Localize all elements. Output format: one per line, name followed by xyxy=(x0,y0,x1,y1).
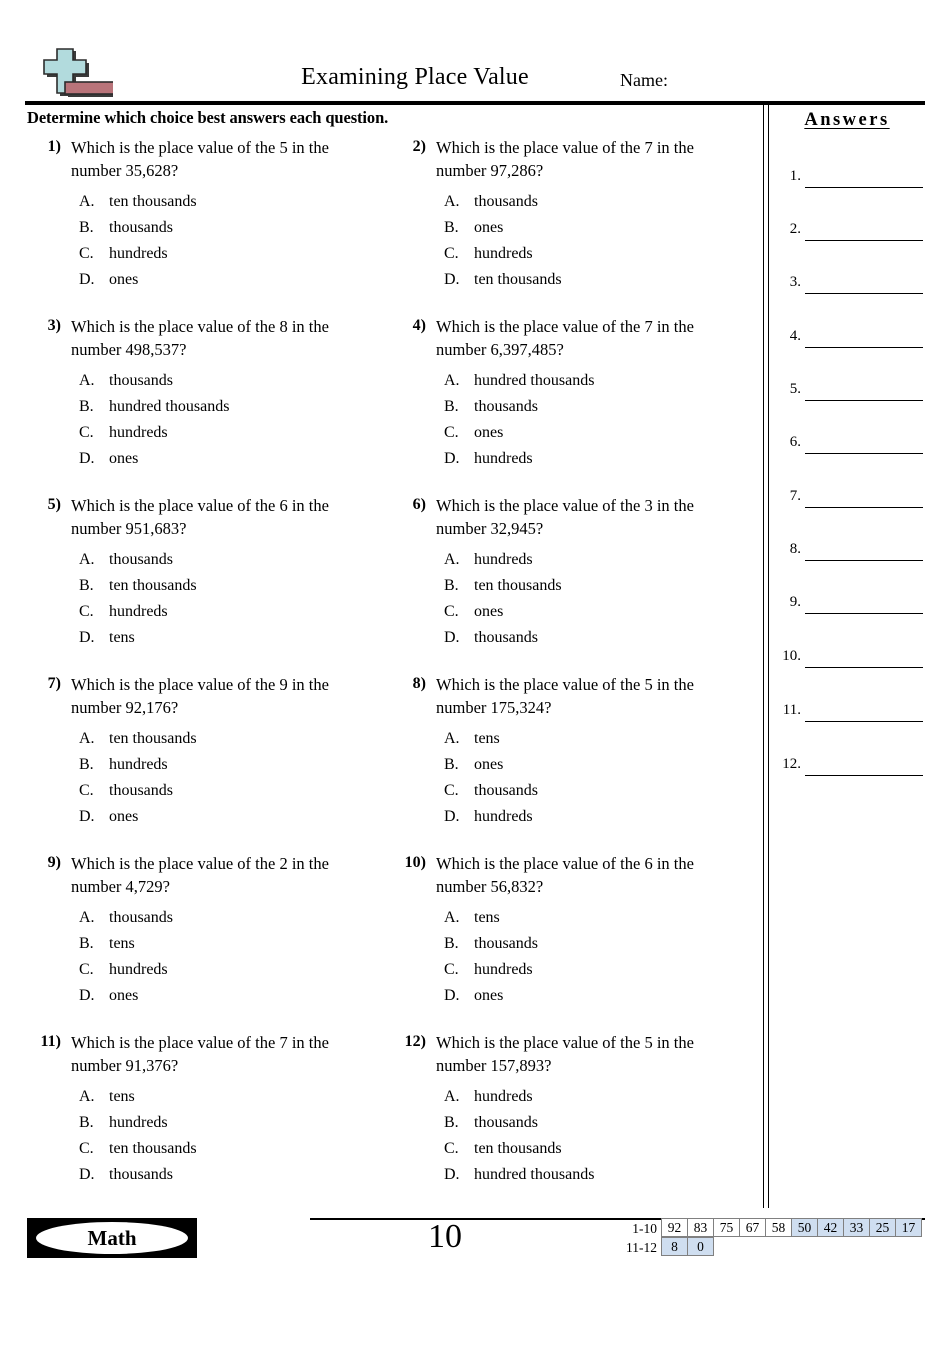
choice-list xyxy=(71,1084,377,1188)
choice-list xyxy=(71,726,377,830)
answer-number: 11. xyxy=(782,702,801,718)
question-number: 8) xyxy=(412,675,426,692)
choice-text: ten thousands xyxy=(474,271,562,288)
choice-text: ten thousands xyxy=(109,1140,197,1157)
choice-option[interactable] xyxy=(436,625,742,651)
choice-option[interactable] xyxy=(436,1162,742,1188)
question-item-6 xyxy=(392,494,742,651)
choice-option[interactable] xyxy=(436,905,742,931)
choice-list xyxy=(436,189,742,293)
page-number: 10 xyxy=(428,1218,462,1255)
choice-text: thousands xyxy=(109,551,173,568)
choice-text: thousands xyxy=(109,782,173,799)
choice-text: thousands xyxy=(109,1166,173,1183)
choice-option[interactable] xyxy=(436,189,742,215)
choice-list xyxy=(436,368,742,472)
answer-slot-11[interactable] xyxy=(769,702,925,732)
choice-list xyxy=(436,726,742,830)
choice-letter: D. xyxy=(444,271,460,288)
choice-option[interactable] xyxy=(71,368,377,394)
score-cell: 25 xyxy=(869,1218,896,1237)
choice-letter: B. xyxy=(79,935,94,952)
choice-letter: D. xyxy=(444,808,460,825)
choice-list xyxy=(436,547,742,651)
choice-letter: C. xyxy=(444,961,459,978)
subject-label: Math xyxy=(87,1226,137,1250)
choice-text: thousands xyxy=(474,193,538,210)
question-row xyxy=(27,494,747,673)
question-number: 12) xyxy=(404,1033,426,1050)
score-row-label: 1-10 xyxy=(632,1221,657,1236)
choice-option[interactable] xyxy=(71,905,377,931)
score-cell: 83 xyxy=(687,1218,714,1237)
choice-letter: D. xyxy=(79,808,95,825)
answer-slot-12[interactable] xyxy=(769,756,925,786)
score-cell: 67 xyxy=(739,1218,766,1237)
choice-letter: A. xyxy=(444,730,460,747)
question-text: Which is the place value of the 2 in the number 4,729? xyxy=(71,854,329,896)
score-cell: 92 xyxy=(661,1218,688,1237)
answer-number: 1. xyxy=(789,168,801,184)
choice-option[interactable] xyxy=(71,625,377,651)
choice-letter: A. xyxy=(79,909,95,926)
choice-letter: A. xyxy=(444,193,460,210)
question-item-3 xyxy=(27,315,377,472)
choice-text: thousands xyxy=(109,219,173,236)
choice-letter: C. xyxy=(444,424,459,441)
worksheet-header xyxy=(25,44,925,100)
choice-letter: D. xyxy=(79,987,95,1004)
choice-option[interactable] xyxy=(436,394,742,420)
choice-list xyxy=(71,189,377,293)
question-number: 9) xyxy=(47,854,61,871)
answer-number: 3. xyxy=(789,274,801,290)
choice-list xyxy=(71,547,377,651)
question-row xyxy=(27,673,747,852)
answer-number: 2. xyxy=(789,221,801,237)
question-number: 4) xyxy=(412,317,426,334)
choice-option[interactable] xyxy=(71,726,377,752)
choice-text: thousands xyxy=(474,1114,538,1131)
choice-letter: B. xyxy=(79,398,94,415)
question-text: Which is the place value of the 5 in the number 175,324? xyxy=(436,675,694,717)
question-text: Which is the place value of the 6 in the number 951,683? xyxy=(71,496,329,538)
question-row xyxy=(27,136,747,315)
answer-number: 8. xyxy=(789,541,801,557)
choice-text: ten thousands xyxy=(474,1140,562,1157)
choice-letter: B. xyxy=(79,577,94,594)
question-item-5 xyxy=(27,494,377,651)
name-label: Name: xyxy=(620,70,668,90)
choice-letter: B. xyxy=(79,1114,94,1131)
question-item-8 xyxy=(392,673,742,830)
score-cell: 33 xyxy=(843,1218,870,1237)
choice-option[interactable] xyxy=(436,983,742,1009)
answer-write-line[interactable] xyxy=(805,347,923,348)
choice-text: hundreds xyxy=(474,808,533,825)
choice-option[interactable] xyxy=(71,420,377,446)
choice-list xyxy=(436,905,742,1009)
choice-text: hundreds xyxy=(474,1088,533,1105)
choice-letter: B. xyxy=(444,577,459,594)
choice-text: hundreds xyxy=(474,450,533,467)
choice-option[interactable] xyxy=(436,215,742,241)
choice-letter: D. xyxy=(444,450,460,467)
answer-write-line[interactable] xyxy=(805,721,923,722)
answer-number: 10. xyxy=(782,648,801,664)
choice-text: hundreds xyxy=(109,1114,168,1131)
score-cell: 50 xyxy=(791,1218,818,1237)
choice-text: ones xyxy=(474,424,504,441)
choice-option[interactable] xyxy=(71,394,377,420)
choice-letter: C. xyxy=(444,245,459,262)
choice-letter: B. xyxy=(444,1114,459,1131)
choice-letter: C. xyxy=(79,961,94,978)
choice-letter: B. xyxy=(79,219,94,236)
answer-number: 7. xyxy=(789,488,801,504)
subject-badge xyxy=(27,1218,197,1258)
question-row xyxy=(27,852,747,1031)
choice-text: hundreds xyxy=(109,756,168,773)
choice-option[interactable] xyxy=(436,573,742,599)
choice-option[interactable] xyxy=(71,573,377,599)
question-number: 2) xyxy=(412,138,426,155)
question-text: Which is the place value of the 8 in the number 498,537? xyxy=(71,317,329,359)
score-row-1-10 xyxy=(614,1219,922,1238)
choice-option[interactable] xyxy=(71,983,377,1009)
answer-slot-6[interactable] xyxy=(769,434,925,464)
choice-option[interactable] xyxy=(436,931,742,957)
question-item-1 xyxy=(27,136,377,293)
question-text: Which is the place value of the 9 in the number 92,176? xyxy=(71,675,329,717)
choice-letter: D. xyxy=(79,271,95,288)
score-cell: 42 xyxy=(817,1218,844,1237)
choice-option[interactable] xyxy=(436,599,742,625)
instructions-text: Determine which choice best answers each question. xyxy=(27,108,389,127)
question-text: Which is the place value of the 7 in the number 97,286? xyxy=(436,138,694,180)
answer-slot-4[interactable] xyxy=(769,328,925,358)
choice-option[interactable] xyxy=(71,1110,377,1136)
choice-text: thousands xyxy=(109,372,173,389)
choice-text: tens xyxy=(109,935,135,952)
plus-block-logo-icon xyxy=(25,48,113,100)
score-cell: 58 xyxy=(765,1218,792,1237)
question-number: 11) xyxy=(40,1033,61,1050)
answer-write-line[interactable] xyxy=(805,240,923,241)
choice-text: ones xyxy=(474,756,504,773)
choice-letter: B. xyxy=(444,219,459,236)
choice-letter: B. xyxy=(79,756,94,773)
choice-text: hundreds xyxy=(109,424,168,441)
choice-text: ones xyxy=(474,987,504,1004)
choice-option[interactable] xyxy=(71,1136,377,1162)
choice-option[interactable] xyxy=(436,726,742,752)
choice-option[interactable] xyxy=(71,1162,377,1188)
choice-option[interactable] xyxy=(71,446,377,472)
choice-text: ten thousands xyxy=(109,193,197,210)
choice-letter: D. xyxy=(444,629,460,646)
choice-letter: A. xyxy=(444,909,460,926)
choice-option[interactable] xyxy=(436,957,742,983)
choice-option[interactable] xyxy=(436,368,742,394)
answer-slot-10[interactable] xyxy=(769,648,925,678)
choice-text: ten thousands xyxy=(109,730,197,747)
answer-number: 6. xyxy=(789,434,801,450)
choice-text: thousands xyxy=(474,629,538,646)
choice-letter: B. xyxy=(444,756,459,773)
answer-write-line[interactable] xyxy=(805,613,923,614)
answer-number: 12. xyxy=(782,756,801,772)
choice-letter: B. xyxy=(444,398,459,415)
score-row-11-12 xyxy=(614,1238,922,1257)
choice-option[interactable] xyxy=(71,1084,377,1110)
choice-text: hundreds xyxy=(474,245,533,262)
choice-text: thousands xyxy=(474,782,538,799)
answer-write-line[interactable] xyxy=(805,667,923,668)
answers-heading: Answers xyxy=(804,110,890,130)
question-text: Which is the place value of the 7 in the number 91,376? xyxy=(71,1033,329,1075)
choice-option[interactable] xyxy=(436,778,742,804)
choice-text: hundred thousands xyxy=(474,372,595,389)
choice-letter: A. xyxy=(79,1088,95,1105)
choice-list xyxy=(436,1084,742,1188)
question-item-12 xyxy=(392,1031,742,1188)
score-cell: 0 xyxy=(687,1237,714,1256)
choice-letter: D. xyxy=(79,629,95,646)
choice-list xyxy=(71,905,377,1009)
choice-option[interactable] xyxy=(71,215,377,241)
choice-text: ones xyxy=(474,219,504,236)
choice-letter: C. xyxy=(79,782,94,799)
choice-option[interactable] xyxy=(71,957,377,983)
choice-letter: A. xyxy=(79,730,95,747)
choice-option[interactable] xyxy=(436,1110,742,1136)
question-number: 1) xyxy=(47,138,61,155)
choice-letter: D. xyxy=(79,1166,95,1183)
choice-text: hundreds xyxy=(474,961,533,978)
answer-slot-7[interactable] xyxy=(769,488,925,518)
choice-text: hundreds xyxy=(109,603,168,620)
score-key-table xyxy=(614,1219,922,1257)
answer-slot-1[interactable] xyxy=(769,168,925,198)
answer-number: 5. xyxy=(789,381,801,397)
question-row xyxy=(27,315,747,494)
choice-text: ones xyxy=(109,450,139,467)
answer-write-line[interactable] xyxy=(805,293,923,294)
answers-panel xyxy=(769,104,925,1208)
answer-number: 4. xyxy=(789,328,801,344)
choice-option[interactable] xyxy=(436,1136,742,1162)
choice-letter: A. xyxy=(444,372,460,389)
choice-letter: C. xyxy=(79,1140,94,1157)
choice-letter: C. xyxy=(444,782,459,799)
score-row-label: 11-12 xyxy=(626,1240,657,1255)
choice-option[interactable] xyxy=(436,446,742,472)
answer-write-line[interactable] xyxy=(805,453,923,454)
answer-number: 9. xyxy=(789,594,801,610)
score-cell: 8 xyxy=(661,1237,688,1256)
choice-option[interactable] xyxy=(71,931,377,957)
choice-option[interactable] xyxy=(71,189,377,215)
choice-text: ten thousands xyxy=(474,577,562,594)
choice-option[interactable] xyxy=(71,267,377,293)
answer-write-line[interactable] xyxy=(805,507,923,508)
choice-text: tens xyxy=(109,629,135,646)
choice-option[interactable] xyxy=(436,752,742,778)
choice-text: hundreds xyxy=(109,245,168,262)
choice-text: hundreds xyxy=(474,551,533,568)
question-text: Which is the place value of the 3 in the number 32,945? xyxy=(436,496,694,538)
choice-letter: A. xyxy=(444,551,460,568)
question-number: 3) xyxy=(47,317,61,334)
question-number: 5) xyxy=(47,496,61,513)
choice-option[interactable] xyxy=(71,752,377,778)
choice-option[interactable] xyxy=(436,267,742,293)
question-item-7 xyxy=(27,673,377,830)
choice-text: thousands xyxy=(474,398,538,415)
answer-write-line[interactable] xyxy=(805,187,923,188)
answer-slot-8[interactable] xyxy=(769,541,925,571)
choice-text: tens xyxy=(109,1088,135,1105)
choice-letter: B. xyxy=(444,935,459,952)
question-number: 6) xyxy=(412,496,426,513)
question-item-2 xyxy=(392,136,742,293)
question-number: 7) xyxy=(47,675,61,692)
choice-letter: C. xyxy=(79,424,94,441)
choice-letter: D. xyxy=(444,1166,460,1183)
score-cell: 75 xyxy=(713,1218,740,1237)
answer-write-line[interactable] xyxy=(805,400,923,401)
choice-text: hundreds xyxy=(109,961,168,978)
choice-text: ones xyxy=(109,808,139,825)
question-item-10 xyxy=(392,852,742,1009)
score-cell: 17 xyxy=(895,1218,922,1237)
answer-write-line[interactable] xyxy=(805,560,923,561)
choice-text: hundred thousands xyxy=(474,1166,595,1183)
choice-option[interactable] xyxy=(436,804,742,830)
question-text: Which is the place value of the 6 in the number 56,832? xyxy=(436,854,694,896)
choice-text: hundred thousands xyxy=(109,398,230,415)
choice-text: ones xyxy=(109,987,139,1004)
choice-option[interactable] xyxy=(436,241,742,267)
choice-text: tens xyxy=(474,909,500,926)
choice-letter: D. xyxy=(79,450,95,467)
question-text: Which is the place value of the 5 in the number 157,893? xyxy=(436,1033,694,1075)
answer-slot-3[interactable] xyxy=(769,274,925,304)
choice-option[interactable] xyxy=(436,1084,742,1110)
choice-option[interactable] xyxy=(71,778,377,804)
choice-option[interactable] xyxy=(71,241,377,267)
answer-slot-5[interactable] xyxy=(769,381,925,411)
question-text: Which is the place value of the 5 in the number 35,628? xyxy=(71,138,329,180)
answer-slot-2[interactable] xyxy=(769,221,925,251)
choice-letter: D. xyxy=(444,987,460,1004)
choice-letter: C. xyxy=(79,603,94,620)
choice-text: ones xyxy=(474,603,504,620)
question-row xyxy=(27,1031,747,1210)
answer-slot-9[interactable] xyxy=(769,594,925,624)
choice-letter: C. xyxy=(444,1140,459,1157)
choice-letter: A. xyxy=(79,551,95,568)
choice-text: tens xyxy=(474,730,500,747)
question-number: 10) xyxy=(404,854,426,871)
question-item-11 xyxy=(27,1031,377,1188)
choice-list xyxy=(71,368,377,472)
choice-text: ones xyxy=(109,271,139,288)
choice-text: ten thousands xyxy=(109,577,197,594)
questions-list xyxy=(27,136,747,1210)
choice-text: thousands xyxy=(474,935,538,952)
question-item-4 xyxy=(392,315,742,472)
choice-option[interactable] xyxy=(71,547,377,573)
choice-text: thousands xyxy=(109,909,173,926)
choice-letter: A. xyxy=(444,1088,460,1105)
choice-option[interactable] xyxy=(436,420,742,446)
question-item-9 xyxy=(27,852,377,1009)
choice-option[interactable] xyxy=(71,804,377,830)
choice-letter: C. xyxy=(79,245,94,262)
choice-letter: C. xyxy=(444,603,459,620)
question-text: Which is the place value of the 7 in the number 6,397,485? xyxy=(436,317,694,359)
answer-write-line[interactable] xyxy=(805,775,923,776)
choice-letter: A. xyxy=(79,372,95,389)
choice-option[interactable] xyxy=(71,599,377,625)
choice-option[interactable] xyxy=(436,547,742,573)
page-title: Examining Place Value xyxy=(301,64,529,90)
choice-letter: A. xyxy=(79,193,95,210)
